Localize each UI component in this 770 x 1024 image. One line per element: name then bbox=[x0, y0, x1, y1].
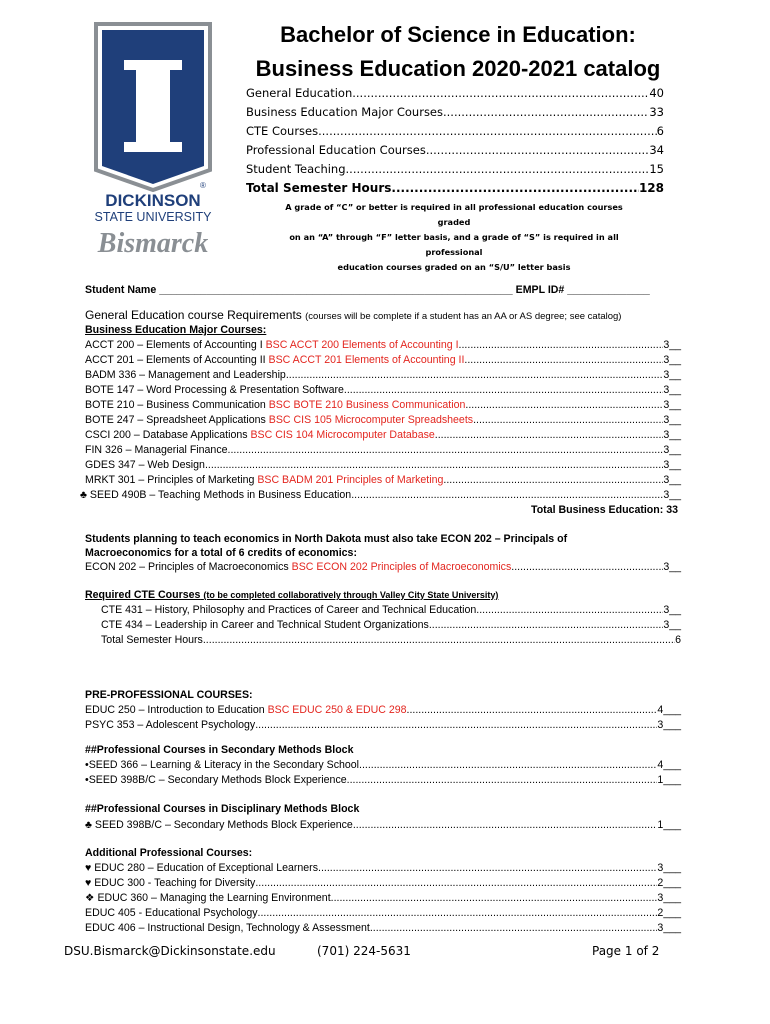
grade-note: A grade of “C” or better is required in all professional education courses graded on an “A” through “F” letter basis, and a grade of “S” is required in all professional education courses graded on an “S/U” letter basis bbox=[285, 202, 623, 272]
summary-row: Student Teaching ..... 15 bbox=[246, 162, 664, 180]
course-row: BOTE 210 – Business Communication BSC BOTE 210 Business Communication ..... 3__ bbox=[85, 398, 681, 413]
hours-summary bbox=[246, 86, 664, 201]
course-row: ❖ EDUC 360 – Managing the Learning Environment ..... 3___ bbox=[85, 891, 681, 906]
dickinson-state-logo bbox=[88, 20, 218, 260]
logo-text-state-university: STATE UNIVERSITY bbox=[94, 210, 212, 224]
summary-row: Professional Education Courses ..... 34 bbox=[246, 143, 664, 161]
course-row: ♥ EDUC 280 – Education of Exceptional Learners ..... 3___ bbox=[85, 861, 681, 876]
page-title-line-1: Bachelor of Science in Education: bbox=[280, 22, 636, 47]
logo-registered-mark: ® bbox=[200, 181, 206, 190]
student-name-label: Student Name bbox=[85, 284, 157, 296]
course-row: CTE 434 – Leadership in Career and Technical Student Organizations ..... 3__ bbox=[101, 618, 681, 633]
course-row: ♥ EDUC 300 - Teaching for Diversity ..... 2___ bbox=[85, 876, 681, 891]
disciplinary-methods-heading: ##Professional Courses in Disciplinary Methods Block bbox=[85, 803, 360, 815]
course-row: ECON 202 – Principles of Macroeconomics BSC ECON 202 Principles of Macroeconomics ..... 3__ bbox=[85, 560, 681, 575]
page-title-line-2: Business Education 2020-2021 catalog bbox=[255, 56, 661, 81]
course-row: ♣ SEED 398B/C – Secondary Methods Block Experience ..... 1___ bbox=[85, 818, 681, 833]
footer-phone: (701) 224-5631 bbox=[317, 944, 411, 958]
course-row: BOTE 147 – Word Processing & Presentation Software ..... 3__ bbox=[85, 383, 681, 398]
econ-note-line-1: Students planning to teach economics in North Dakota must also take ECON 202 – Principals of bbox=[85, 533, 568, 545]
gen-ed-heading: General Education course Requirements (courses will be complete if a student has an AA or AS degree; see catalog) bbox=[85, 308, 622, 322]
course-row: MRKT 301 – Principles of Marketing BSC BADM 201 Principles of Marketing ..... 3__ bbox=[85, 473, 681, 488]
course-row: ACCT 200 – Elements of Accounting I BSC ACCT 200 Elements of Accounting I ..... 3__ bbox=[85, 338, 681, 353]
course-row: EDUC 250 – Introduction to Education BSC EDUC 250 & EDUC 298 ..... 4___ bbox=[85, 703, 681, 718]
major-total: Total Business Education: 33 bbox=[531, 504, 678, 516]
summary-row: General Education ..... 40 bbox=[246, 86, 664, 104]
cte-heading: Required CTE Courses (to be completed collaboratively through Valley City State University) bbox=[85, 589, 499, 601]
footer-page-number: Page 1 of 2 bbox=[592, 944, 660, 958]
empl-id-field[interactable]: ______________ bbox=[567, 284, 650, 296]
course-row: PSYC 353 – Adolescent Psychology ..... 3___ bbox=[85, 718, 681, 733]
cte-total-row: Total Semester Hours ..... 6 bbox=[101, 633, 681, 648]
student-name-field[interactable]: ____________________________________________________________ bbox=[159, 284, 513, 296]
econ-note-line-2: Macroeconomics for a total of 6 credits of economics: bbox=[85, 547, 357, 559]
summary-total-row: Total Semester Hours ..... 128 bbox=[246, 181, 664, 199]
course-row: CTE 431 – History, Philosophy and Practices of Career and Technical Education ..... 3__ bbox=[101, 603, 681, 618]
course-row: GDES 347 – Web Design ..... 3__ bbox=[85, 458, 681, 473]
logo-text-bismarck: Bismarck bbox=[97, 228, 209, 259]
course-row: FIN 326 – Managerial Finance ..... 3__ bbox=[85, 443, 681, 458]
course-row: EDUC 406 – Instructional Design, Technology & Assessment ..... 3___ bbox=[85, 921, 681, 936]
course-row: ♣ SEED 490B – Teaching Methods in Business Education ..... 3__ bbox=[80, 488, 681, 503]
summary-row: CTE Courses ..... 6 bbox=[246, 124, 664, 142]
course-row: •SEED 366 – Learning & Literacy in the Secondary School ..... 4___ bbox=[85, 758, 681, 773]
major-heading: Business Education Major Courses: bbox=[85, 324, 267, 336]
additional-courses-heading: Additional Professional Courses: bbox=[85, 847, 253, 859]
summary-row: Business Education Major Courses ..... 33 bbox=[246, 105, 664, 123]
empl-id-label: EMPL ID# bbox=[515, 284, 565, 296]
course-row: CSCI 200 – Database Applications BSC CIS 104 Microcomputer Database ..... 3__ bbox=[85, 428, 681, 443]
course-row: EDUC 405 - Educational Psychology ..... 2___ bbox=[85, 906, 681, 921]
pre-professional-heading: PRE-PROFESSIONAL COURSES: bbox=[85, 689, 253, 701]
footer-email[interactable]: DSU.Bismarck@Dickinsonstate.edu bbox=[64, 944, 276, 958]
course-row: BADM 336 – Management and Leadership ..... 3__ bbox=[85, 368, 681, 383]
course-row: ACCT 201 – Elements of Accounting II BSC ACCT 201 Elements of Accounting II ..... 3__ bbox=[85, 353, 681, 368]
course-row: BOTE 247 – Spreadsheet Applications BSC CIS 105 Microcomputer Spreadsheets ..... 3__ bbox=[85, 413, 681, 428]
logo-text-dickinson: DICKINSON bbox=[105, 191, 201, 210]
student-info-row bbox=[85, 283, 650, 298]
course-row: •SEED 398B/C – Secondary Methods Block Experience ..... 1___ bbox=[85, 773, 681, 788]
secondary-methods-heading: ##Professional Courses in Secondary Methods Block bbox=[85, 744, 354, 756]
